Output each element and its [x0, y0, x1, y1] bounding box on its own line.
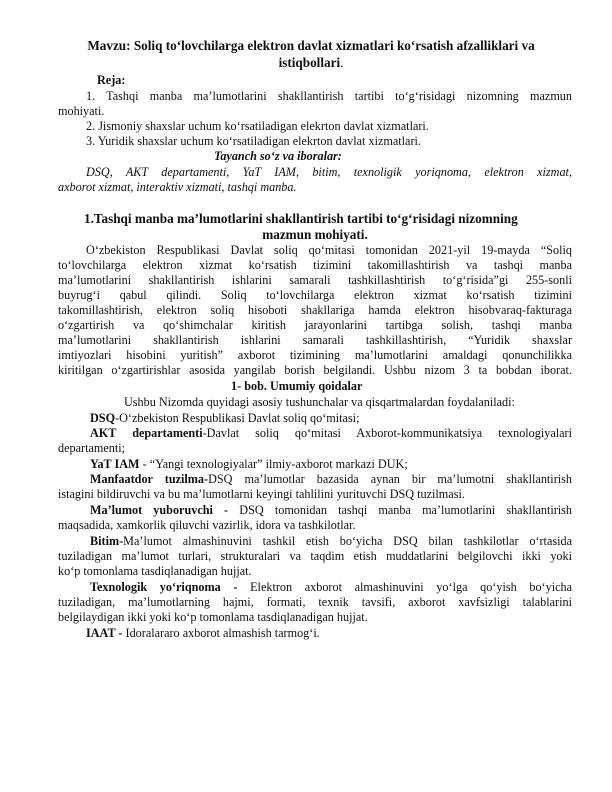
- term-texnologik-yoriqnoma-cont-1: tuziladigan, maʼlumotlarning hajmi, formati, texnik tavsifi, axborot xavfsizligi talablarini: [58, 595, 572, 609]
- plan-item-3: 3. Yuridik shaxslar uchum koʻrsatiladigan elekrton davlat xizmatlari.: [86, 134, 421, 148]
- term-texnologik-yoriqnoma-cont-2: belgilaydigan ikki yoki koʻp tomonlama tasdiqlanadigan hujjat.: [58, 610, 368, 624]
- term-label: YaT IAM: [90, 457, 140, 471]
- section1-paragraph-line-8: imtiyozlari hisobini yuritish” axborot tizimining maʼlumotlarini amaldagi qonunchilikka: [58, 348, 572, 362]
- term-label: Manfaatdor tuzilma-: [90, 472, 209, 486]
- term-label: Texnologik yoʻriqnoma -: [90, 580, 238, 594]
- section1-paragraph-line-5: takomillashtirish, elektron soliq hisoboti shakllariga hamda elektron hisobvaraq-fakturaga: [58, 303, 572, 317]
- term-definition: DSQ tomonidan tashqi manba maʼlumotlarini shakllantirish: [239, 503, 573, 517]
- section1-paragraph-line-9: kiritilgan oʻzgartirishlar asosida yangilab borish belgilandi. Ushbu nizom 3 ta bobdan iborat.: [58, 363, 572, 377]
- term-iaat: [86, 626, 600, 641]
- title-text: Mavzu: Soliq toʻlovchilarga elektron davlat xizmatlari koʻrsatish afzalliklari va istiqbollari: [87, 38, 535, 70]
- term-dsq: [90, 411, 604, 426]
- term-definition: - “Yangi texnologiyalar” ilmiy-axborot markazi DUK;: [139, 457, 408, 471]
- term-label: IAAT -: [86, 626, 123, 640]
- term-texnologik-yoriqnoma: [90, 580, 572, 595]
- section1-paragraph-line-7: maʼlumotlarini shakllantirish ishlarini samarali tashkillashtirish, “Yuridik shaxslar: [58, 333, 572, 347]
- term-definition: Maʼlumot almashinuvini tashkil etish boʻyicha DSQ bilan tashkilotlar oʻrtasida: [123, 534, 572, 548]
- document-title: [66, 38, 556, 71]
- keywords-heading: Tayanch soʻz va iboralar:: [214, 149, 342, 163]
- term-bitim-cont-1: tuziladigan maʼlumot turlari, strukturalari va taqdim etish muddatlarini belgilovchi ikki yoki: [58, 549, 572, 563]
- section1-paragraph-line-6: oʻzgartirish va qoʻshimchalar kiritish jarayonlarini tartibga solish, tashqi manba: [58, 318, 572, 332]
- section1-paragraph-line-4: buyrugʻi qabul qilindi. Soliq toʻlovchilarga elektron xizmat koʻrsatish tizimini: [58, 288, 572, 302]
- term-manfaatdor: [90, 472, 572, 487]
- term-akt-cont: departamenti;: [58, 441, 126, 455]
- section1-paragraph-line-1: Oʻzbekiston Respublikasi Davlat soliq qoʻmitasi tomonidan 2021-yil 19-mayda “Soliq: [86, 243, 572, 257]
- chapter1-heading: 1- bob. Umumiy qoidalar: [231, 379, 363, 393]
- section1-heading-line-2: mazmun mohiyati.: [262, 227, 368, 242]
- term-label: AKT departamenti: [90, 426, 203, 440]
- chapter1-intro: Ushbu Nizomda quyidagi asosiy tushunchalar va qisqartmalardan foydalaniladi:: [124, 395, 515, 409]
- plan-item-2: 2. Jismoniy shaxslar uchum koʻrsatiladigan elekrton davlat xizmatlari.: [86, 119, 429, 133]
- term-bitim-cont-2: koʻp tomonlama tasdiqlanadigan hujjat.: [58, 564, 252, 578]
- term-akt: [90, 426, 572, 441]
- term-yat-iam: [90, 457, 604, 472]
- plan-heading: Reja:: [97, 73, 126, 87]
- section1-paragraph-line-2: toʻlovchilarga elektron xizmat koʻrsatish tizimini takomillashtirish va tashqi manba: [58, 258, 572, 272]
- term-label: Maʼlumot yuboruvchi -: [90, 503, 229, 517]
- keywords-line-1: DSQ, AKT departamenti, YaT IAM, bitim, texnoligik yoriqnoma, elektron xizmat,: [86, 165, 572, 179]
- term-label: Bitim-: [90, 534, 124, 548]
- section1-heading-line-1: 1.Tashqi manba maʼlumotlarini shakllantirish tartibi toʻgʻrisidagi nizomning: [84, 211, 518, 226]
- section1-paragraph-line-3: maʼlumotlarini shakllantirish ishlarini samarali tashkillashtirish toʻgʻrisida”gi 255-sonli: [58, 273, 572, 287]
- term-label: DSQ: [90, 411, 116, 425]
- plan-item-1: 1. Tashqi manba maʼlumotlarini shakllantirish tartibi toʻgʻrisidagi nizomning mazmun: [86, 89, 572, 103]
- plan-item-1-cont: mohiyati.: [58, 104, 105, 118]
- term-definition: DSQ maʼlumotlar bazasida aynan bir maʼlumotni shakllantirish: [208, 472, 572, 486]
- keywords-line-2: axborot xizmat, interaktiv xizmati, tashqi manba.: [58, 180, 297, 194]
- term-malumot-yuboruvchi: [90, 503, 572, 518]
- term-manfaatdor-cont: istagini bildiruvchi va bu maʼlumotlarni keyingi tahlilini yurituvchi DSQ tuzilmasi.: [58, 487, 465, 501]
- term-bitim: [90, 534, 572, 549]
- term-malumot-yuboruvchi-cont: maqsadida, xamkorlik qiluvchi vazirlik, idora va tashkilotlar.: [58, 518, 356, 532]
- title-end-mark: .: [340, 54, 344, 70]
- term-definition: -Oʻzbekiston Respublikasi Davlat soliq qoʻmitasi;: [115, 411, 360, 425]
- term-definition: -Davlat soliq qoʻmitasi Axborot-kommunikatsiya texnologiyalari: [202, 426, 572, 440]
- term-definition: Elektron axborot almashinuvini yoʻlga qoʻyish boʻyicha: [237, 580, 572, 594]
- term-definition: Idoralararo axborot almashish tarmogʻi.: [122, 626, 320, 640]
